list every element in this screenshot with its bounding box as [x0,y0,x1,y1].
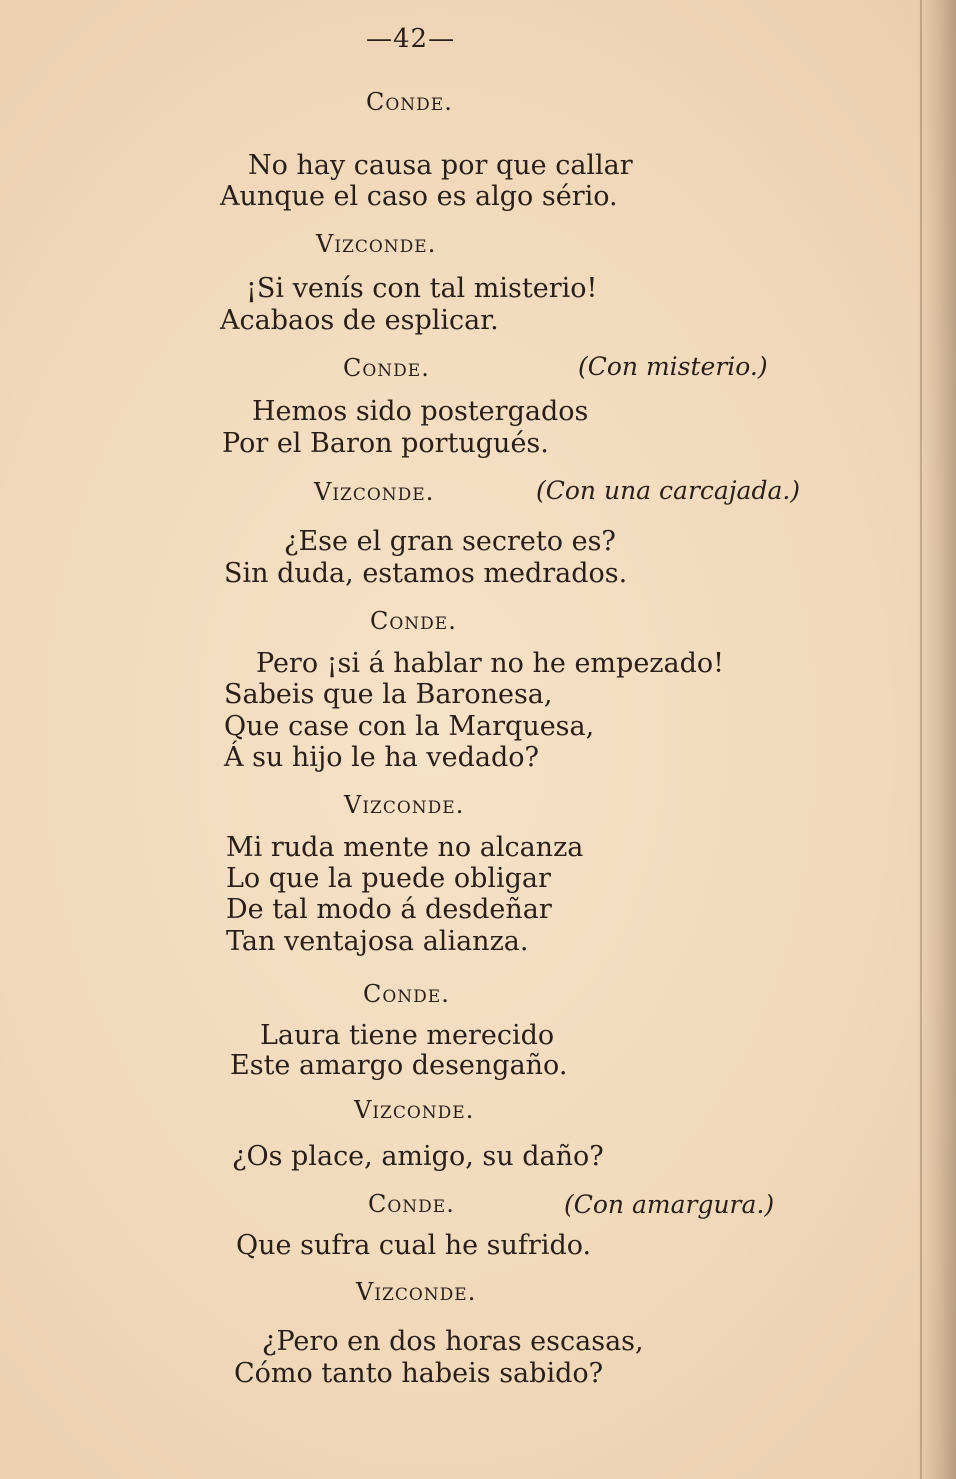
page-spine-shadow [916,0,956,1479]
verse-line: Laura tiene merecido [260,1020,555,1051]
verse-line: Mi ruda mente no alcanza [226,832,584,863]
speaker-label: Conde. [343,354,430,382]
verse-line: Tan ventajosa alianza. [226,926,529,957]
stage-direction: (Con misterio.) [578,352,768,381]
speaker-label: Vizconde. [354,1096,475,1124]
speaker-label: Vizconde. [356,1278,477,1306]
verse-line: Cómo tanto habeis sabido? [234,1358,604,1389]
verse-line: Acabaos de esplicar. [220,305,499,336]
verse-line: Este amargo desengaño. [230,1050,568,1081]
speaker-label: Vizconde. [344,791,465,819]
speaker-label: Vizconde. [316,230,437,258]
verse-line: ¿Os place, amigo, su daño? [232,1141,604,1172]
verse-line: Que sufra cual he sufrido. [236,1230,592,1261]
verse-line: Hemos sido postergados [252,396,589,427]
verse-line: No hay causa por que callar [248,150,633,181]
verse-line: ¿Ese el gran secreto es? [284,526,616,557]
page-spine-edge [920,0,922,1479]
stage-direction: (Con amargura.) [564,1190,775,1219]
speaker-label: Conde. [366,88,453,116]
verse-line: De tal modo á desdeñar [226,894,552,925]
verse-line: ¡Si venís con tal misterio! [246,273,598,304]
verse-line: Á su hijo le ha vedado? [224,742,540,773]
verse-line: Lo que la puede obligar [226,863,551,894]
speaker-label: Vizconde. [314,478,435,506]
verse-line: ¿Pero en dos horas escasas, [262,1326,644,1357]
verse-line: Por el Baron portugués. [222,428,549,459]
speaker-label: Conde. [363,980,450,1008]
page-number: —42— [366,24,456,54]
verse-line: Aunque el caso es algo sério. [220,181,618,212]
verse-line: Que case con la Marquesa, [224,711,595,742]
stage-direction: (Con una carcajada.) [536,476,801,505]
verse-line: Sabeis que la Baronesa, [224,679,553,710]
speaker-label: Conde. [370,607,457,635]
verse-line: Sin duda, estamos medrados. [224,558,628,589]
verse-line: Pero ¡si á hablar no he empezado! [256,648,725,679]
speaker-label: Conde. [368,1190,455,1218]
